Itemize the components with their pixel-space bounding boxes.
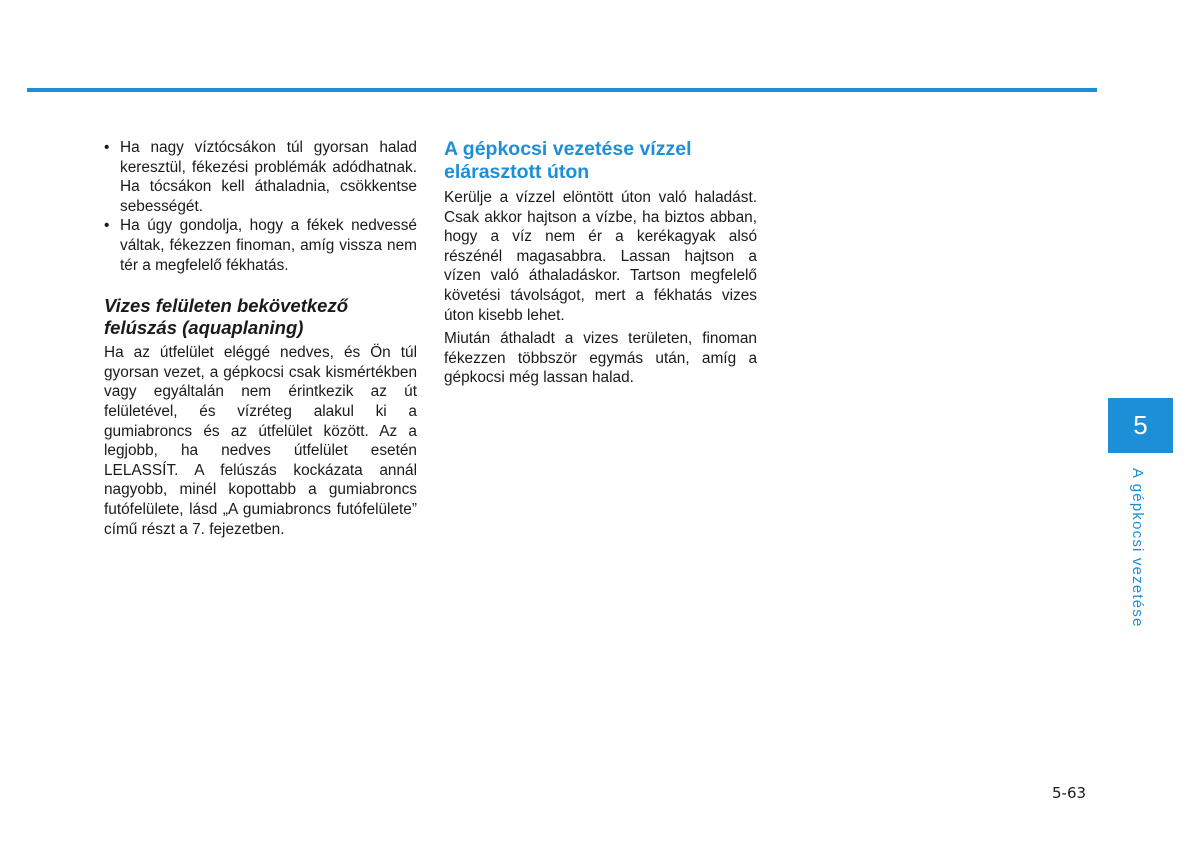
- aquaplaning-paragraph: Ha az útfelület eléggé nedves, és Ön túl gyorsan vezet, a gépkocsi csak kismértékben vagy egyáltalán nem érintkezik az út felületével, és vízréteg alakul ki a gumiabroncs és az útfelület között. Az a legjobb, ha nedves útfelület esetén LELASSÍT. A felúszás kockázata annál nagyobb, minél kopottabb a gumiabroncs futófelülete, lásd „A gumiabroncs futófelülete” című részt a 7. fejezetben.: [104, 344, 417, 538]
- bullet-list: [104, 138, 417, 275]
- chapter-number-tab: 5: [1108, 398, 1173, 453]
- bullet-dot: •: [104, 217, 110, 235]
- chapter-title-vertical: A gépkocsi vezetése: [1129, 468, 1146, 628]
- bullet-dot: •: [104, 139, 110, 156]
- flooded-road-heading: A gépkocsi vezetése vízzel elárasztott úton: [444, 138, 692, 183]
- bullet-item: [104, 216, 417, 275]
- header-rule: [27, 88, 1097, 92]
- page-number: 5-63: [1052, 784, 1087, 802]
- left-column: [104, 138, 417, 543]
- aquaplaning-heading: Vizes felületen bekövetkező felúszás (aquaplaning): [104, 295, 349, 339]
- flooded-road-paragraph: Kerülje a vízzel elöntött úton való haladást. Csak akkor hajtson a vízbe, ha biztos abban, hogy a víz nem ér a kerékagyak alsó részénél magasabbra. Lassan hajtson a vízen való áthaladáskor. Tartson megfelelő követési távolságot, mert a fékhatás vizes úton kisebb lehet.: [444, 189, 757, 324]
- bullet-text: Ha nagy víztócsákon túl gyorsan halad keresztül, fékezési problémák adódhatnak. Ha tócsákon kell áthaladnia, csökkentse sebességét.: [120, 139, 417, 215]
- right-column: [444, 138, 757, 392]
- bullet-item: [104, 138, 417, 216]
- bullet-text: Ha úgy gondolja, hogy a fékek nedvessé váltak, fékezzen finoman, amíg vissza nem tér a megfelelő fékhatás.: [120, 217, 417, 274]
- flooded-road-paragraph: Miután áthaladt a vizes területen, finoman fékezzen többször egymás után, amíg a gépkocsi még lassan halad.: [444, 330, 757, 387]
